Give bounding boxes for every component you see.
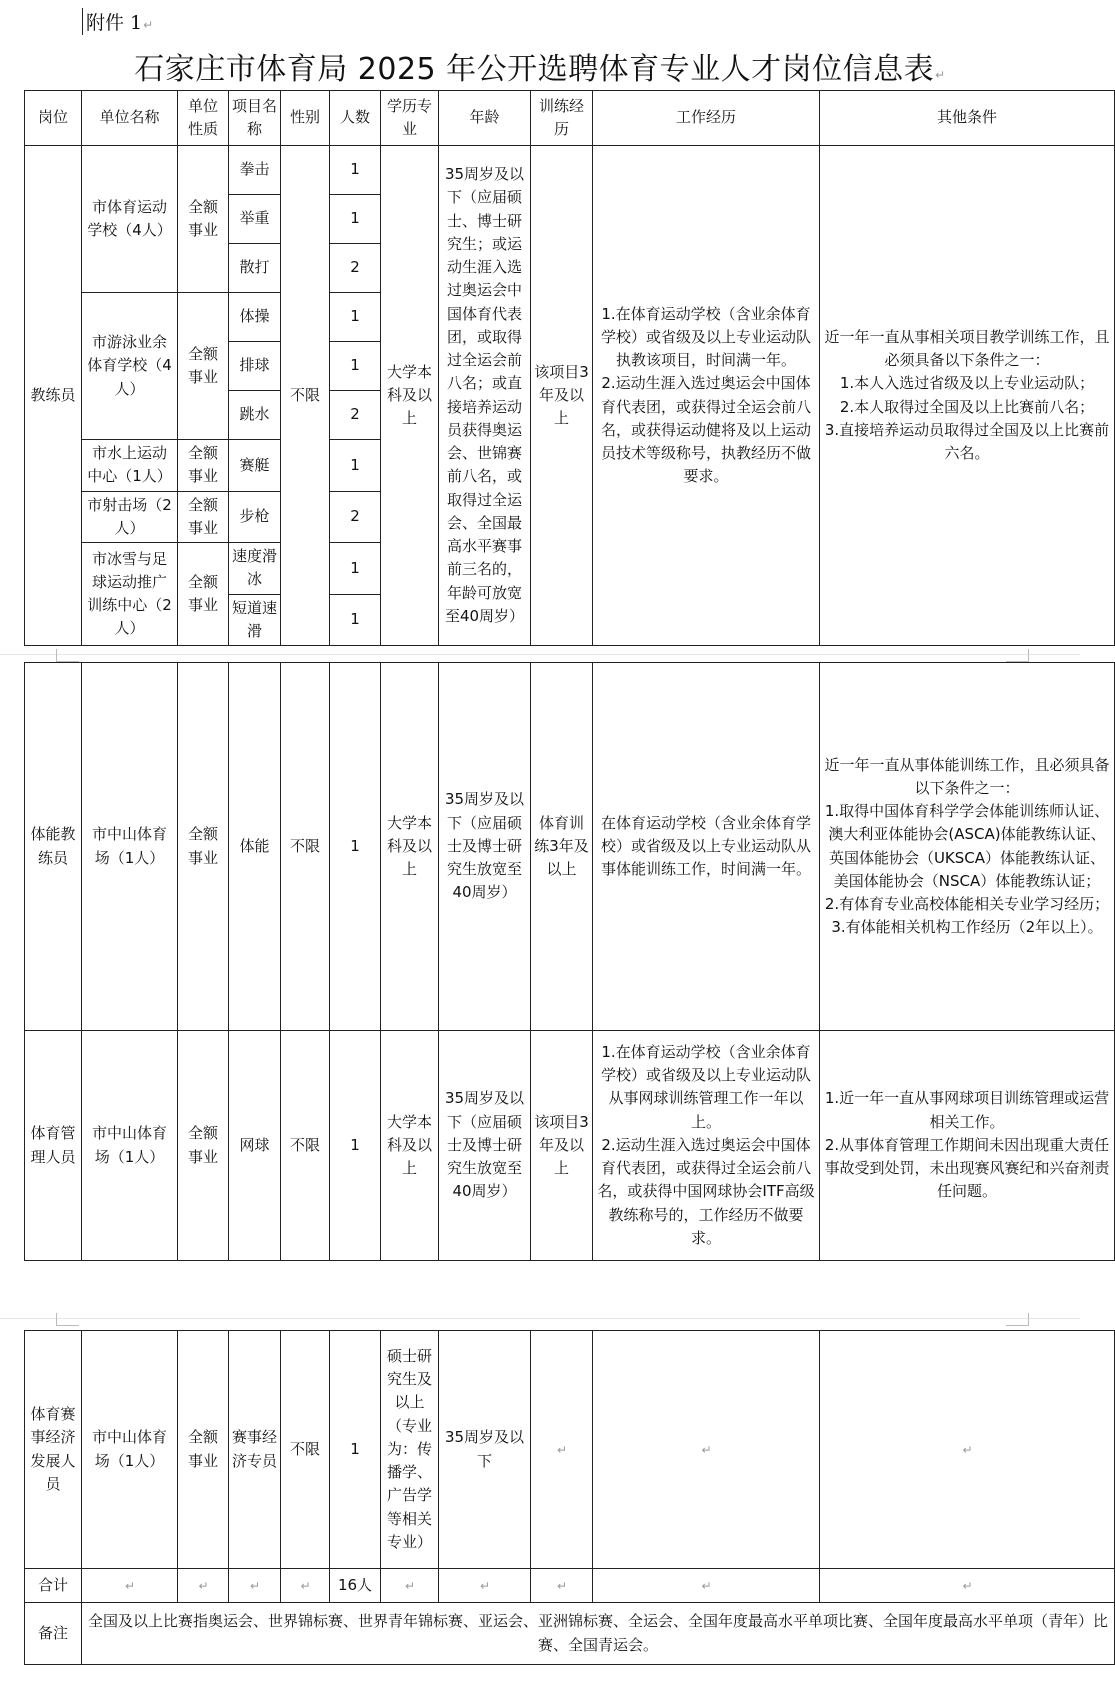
gender-cell: 不限 — [281, 1031, 330, 1261]
empty-cell: ↵ — [820, 1569, 1115, 1603]
training-cell: 该项目3年及以上 — [531, 146, 593, 646]
count-cell: 2 — [330, 244, 381, 293]
table-row — [25, 146, 1115, 195]
age-cell: 35周岁及以下（应届硕士及博士研究生放宽至40周岁） — [439, 1031, 531, 1261]
total-row — [25, 1569, 1115, 1603]
age-cell: 35周岁及以下 — [439, 1331, 531, 1569]
nature-cell: 全额事业 — [178, 440, 229, 492]
nature-cell: 全额事业 — [178, 293, 229, 440]
unit-cell: 市射击场（2人） — [82, 491, 178, 543]
col-header: 单位名称 — [82, 91, 178, 146]
nature-cell: 全额事业 — [178, 1031, 229, 1261]
nature-cell: 全额事业 — [178, 491, 229, 543]
unit-cell: 市体育运动学校（4人） — [82, 146, 178, 293]
gender-cell: 不限 — [281, 663, 330, 1031]
empty-cell: ↵ — [439, 1569, 531, 1603]
notes-text: 全国及以上比赛指奥运会、世界锦标赛、世界青年锦标赛、亚运会、亚洲锦标赛、全运会、全国年度最高水平单项比赛、全国年度最高水平单项（青年）比赛、全国青运会。 — [82, 1603, 1115, 1665]
nature-cell: 全额事业 — [178, 663, 229, 1031]
training-cell: 该项目3年及以上 — [531, 1031, 593, 1261]
gender-cell: 不限 — [281, 146, 330, 646]
project-cell: 步枪 — [229, 491, 281, 543]
count-cell: 1 — [330, 146, 381, 195]
empty-cell: ↵ — [381, 1569, 439, 1603]
project-cell: 举重 — [229, 195, 281, 244]
nature-cell: 全额事业 — [178, 1331, 229, 1569]
work-line: 2.运动生涯入选过奥运会中国体育代表团，或获得过全运会前八名，或获得中国网球协会ITF高级教练称号的，工作经历不做要求。 — [597, 1135, 815, 1247]
empty-cell: ↵ — [281, 1569, 330, 1603]
other-line: 近一年一直从事相关项目教学训练工作，且必须具备以下条件之一： — [824, 327, 1110, 369]
count-cell: 1 — [330, 1031, 381, 1261]
crop-mark — [1006, 649, 1029, 662]
work-line: 2.运动生涯入选过奥运会中国体育代表团，或获得过全运会前八名，或获得运动健将及以上运动员技术等级称号，执教经历不做要求。 — [600, 374, 811, 486]
work-line: 1.在体育运动学校（含业余体育学校）或省级及以上专业运动队执教该项目，时间满一年。 — [600, 304, 811, 369]
col-header: 年龄 — [439, 91, 531, 146]
col-header: 其他条件 — [820, 91, 1115, 146]
education-cell: 大学本科及以上 — [381, 146, 439, 646]
project-cell: 体操 — [229, 293, 281, 342]
unit-cell: 市中山体育场（1人） — [82, 663, 178, 1031]
empty-cell: ↵ — [229, 1569, 281, 1603]
work-line: 1.在体育运动学校（含业余体育学校）或省级及以上专业运动队从事网球训练管理工作一年以上。 — [600, 1042, 811, 1131]
post-cell: 体育管理人员 — [25, 1031, 82, 1261]
work-cell: ↵ — [593, 1331, 820, 1569]
notes-label: 备注 — [25, 1603, 82, 1665]
other-line: 1.本人入选过省级及以上专业运动队； — [839, 374, 1095, 393]
positions-table-part3 — [24, 1330, 1115, 1665]
total-count: 16人 — [330, 1569, 381, 1603]
count-cell: 1 — [330, 293, 381, 342]
unit-cell: 市中山体育场（1人） — [82, 1331, 178, 1569]
work-cell: 在体育运动学校（含业余体育学校）或省级及以上专业运动队从事体能训练工作，时间满一年。 — [593, 663, 820, 1031]
project-cell: 赛艇 — [229, 440, 281, 492]
unit-cell: 市游泳业余体育学校（4人） — [82, 293, 178, 440]
page-break-line — [0, 654, 1080, 655]
other-cell: ↵ — [820, 1331, 1115, 1569]
col-header: 工作经历 — [593, 91, 820, 146]
col-header: 性别 — [281, 91, 330, 146]
other-line: 1.取得中国体育科学学会体能训练师认证、澳大利亚体能协会(ASCA)体能教练认证、英国体能协会（UKSCA）体能教练认证、美国体能协会（NSCA）体能教练认证； — [824, 802, 1110, 890]
work-cell — [593, 1031, 820, 1261]
gender-cell: 不限 — [281, 1331, 330, 1569]
count-cell: 2 — [330, 391, 381, 440]
col-header: 学历专业 — [381, 91, 439, 146]
project-cell: 赛事经济专员 — [229, 1331, 281, 1569]
count-cell: 2 — [330, 491, 381, 543]
annex-label: 附件 1↵ — [82, 8, 153, 35]
other-line: 3.有体能相关机构工作经历（2年以上）。 — [831, 918, 1103, 937]
other-cell — [820, 146, 1115, 646]
project-cell: 排球 — [229, 342, 281, 391]
crop-mark — [1006, 1313, 1029, 1326]
post-cell: 体育赛事经济发展人员 — [25, 1331, 82, 1569]
count-cell: 1 — [330, 440, 381, 492]
age-cell: 35周岁及以下（应届硕士及博士研究生放宽至40周岁） — [439, 663, 531, 1031]
other-line: 2.从事体育管理工作期间未因出现重大责任事故受到处罚，未出现赛风赛纪和兴奋剂责任问题。 — [824, 1135, 1110, 1201]
project-cell: 短道速滑 — [229, 594, 281, 646]
nature-cell: 全额事业 — [178, 146, 229, 293]
empty-cell: ↵ — [531, 1569, 593, 1603]
other-cell — [820, 1031, 1115, 1261]
table-row — [25, 1031, 1115, 1261]
col-header: 人数 — [330, 91, 381, 146]
count-cell: 1 — [330, 543, 381, 595]
other-cell — [820, 663, 1115, 1031]
nature-cell: 全额事业 — [178, 543, 229, 646]
project-cell: 拳击 — [229, 146, 281, 195]
project-cell: 体能 — [229, 663, 281, 1031]
notes-row — [25, 1603, 1115, 1665]
positions-table-part1 — [24, 90, 1115, 646]
total-label: 合计 — [25, 1569, 82, 1603]
crop-mark — [56, 1313, 79, 1326]
count-cell: 1 — [330, 342, 381, 391]
crop-mark — [56, 649, 79, 662]
page-title: 石家庄市体育局 2025 年公开选聘体育专业人才岗位信息表↵ — [134, 52, 946, 87]
col-header: 训练经历 — [531, 91, 593, 146]
positions-table-part2 — [24, 662, 1115, 1261]
table-row — [25, 663, 1115, 1031]
empty-cell: ↵ — [82, 1569, 178, 1603]
empty-cell: ↵ — [178, 1569, 229, 1603]
project-cell: 散打 — [229, 244, 281, 293]
unit-cell: 市中山体育场（1人） — [82, 1031, 178, 1261]
other-line: 近一年一直从事体能训练工作，且必须具备以下条件之一： — [824, 755, 1110, 797]
table-row — [25, 1331, 1115, 1569]
count-cell: 1 — [330, 594, 381, 646]
training-cell: 体育训练3年及以上 — [531, 663, 593, 1031]
header-row — [25, 91, 1115, 146]
count-cell: 1 — [330, 663, 381, 1031]
unit-cell: 市水上运动中心（1人） — [82, 440, 178, 492]
age-cell: 35周岁及以下（应届硕士、博士研究生；或运动生涯入选过奥运会中国体育代表团，或取得过全运会前八名；或直接培养运动员获得奥运会、世锦赛前八名，或取得过全运会、全国最高水平赛事前三名的，年龄可放宽至40周岁） — [439, 146, 531, 646]
unit-cell: 市冰雪与足球运动推广训练中心（2人） — [82, 543, 178, 646]
page-break-line — [0, 1318, 1080, 1319]
count-cell: 1 — [330, 195, 381, 244]
work-cell — [593, 146, 820, 646]
training-cell: ↵ — [531, 1331, 593, 1569]
project-cell: 网球 — [229, 1031, 281, 1261]
other-line: 3.直接培养运动员取得过全国及以上比赛前六名。 — [824, 420, 1110, 462]
count-cell: 1 — [330, 1331, 381, 1569]
empty-cell: ↵ — [593, 1569, 820, 1603]
education-cell: 大学本科及以上 — [381, 1031, 439, 1261]
project-cell: 跳水 — [229, 391, 281, 440]
education-cell: 大学本科及以上 — [381, 663, 439, 1031]
post-cell: 教练员 — [25, 146, 82, 646]
other-line: 1.近一年一直从事网球项目训练管理或运营相关工作。 — [824, 1089, 1110, 1131]
other-line: 2.有体育专业高校体能相关专业学习经历； — [824, 895, 1110, 913]
post-cell: 体能教练员 — [25, 663, 82, 1031]
col-header: 项目名称 — [229, 91, 281, 146]
education-cell: 硕士研究生及以上（专业为：传播学、广告学等相关专业） — [381, 1331, 439, 1569]
col-header: 单位性质 — [178, 91, 229, 146]
col-header: 岗位 — [25, 91, 82, 146]
project-cell: 速度滑冰 — [229, 543, 281, 595]
other-line: 2.本人取得过全国及以上比赛前八名； — [839, 397, 1095, 416]
